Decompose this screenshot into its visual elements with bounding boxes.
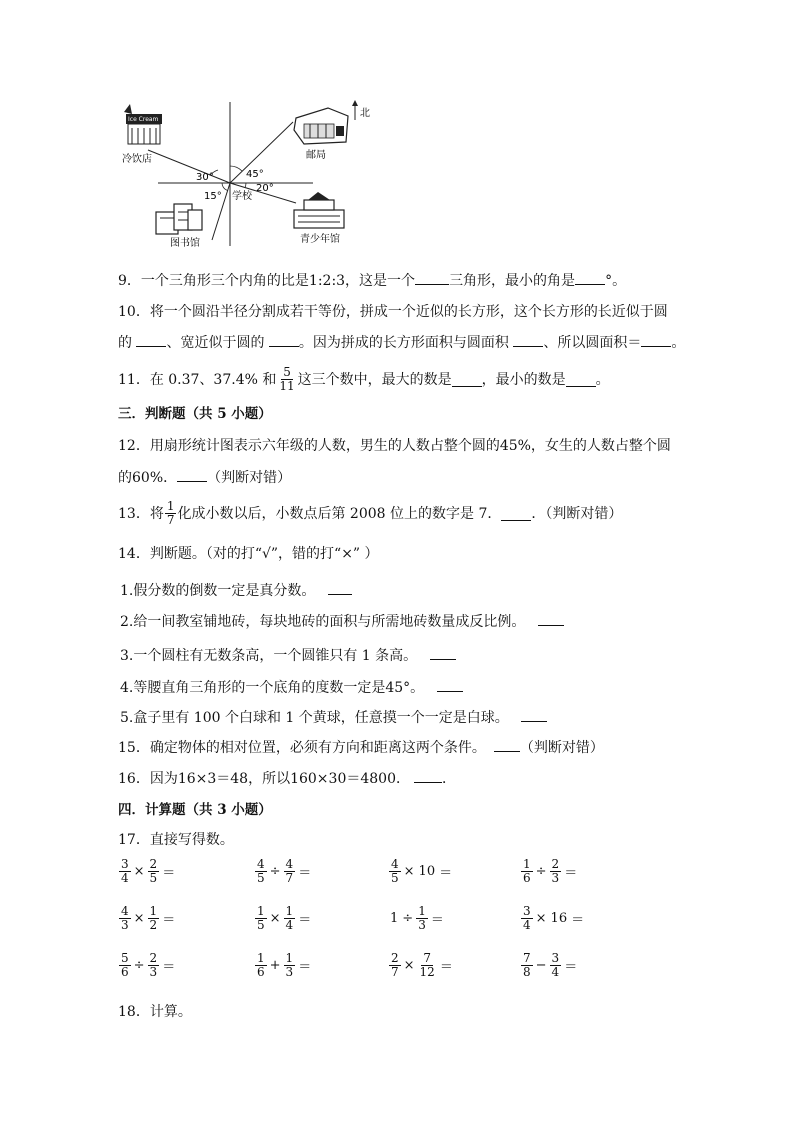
q13-fraction-denominator: 7 xyxy=(166,513,175,527)
q17-left-fraction-denominator: 6 xyxy=(257,965,265,979)
q17-equals-sign: ＝ xyxy=(298,866,312,881)
q17-expression-1-1 xyxy=(118,858,177,885)
post-office-icon xyxy=(294,108,348,144)
q17-right-fraction xyxy=(418,952,437,979)
q11-fraction xyxy=(277,366,296,393)
question-16 xyxy=(118,768,456,789)
q9-blank-2[interactable] xyxy=(575,270,605,285)
q17-right-fraction-numerator: 2 xyxy=(551,857,560,871)
q17-expression-3-1 xyxy=(118,952,177,979)
q17-equals-sign: ＝ xyxy=(430,913,444,928)
q17-right-number: 16 xyxy=(550,911,568,926)
q14-item-2-blank[interactable] xyxy=(538,611,564,626)
q17-right-fraction-denominator: 3 xyxy=(149,965,158,979)
q10-text-c: 。因为拼成的长方形面积与圆面积 xyxy=(298,335,514,351)
q17-expression-3-2 xyxy=(254,952,313,979)
youth-center-label: 青少年馆 xyxy=(300,234,340,245)
q15-blank[interactable] xyxy=(494,737,520,752)
q14-item-4 xyxy=(120,677,463,698)
q17-right-fraction xyxy=(284,952,296,979)
question-14-title: 14．判断题。（对的打“√”，错的打“×” ） xyxy=(118,546,379,562)
q17-left-fraction-denominator: 4 xyxy=(121,871,129,885)
q17-operator: ÷ xyxy=(402,911,414,926)
q17-operator: × xyxy=(269,911,281,926)
q14-item-1-text: 1.假分数的倒数一定是真分数。 xyxy=(120,583,316,599)
section-3-heading: 三．判断题（共 5 小题） xyxy=(118,406,272,422)
q17-right-fraction-numerator: 1 xyxy=(149,904,158,918)
q17-equals-sign: ＝ xyxy=(162,866,176,881)
q17-right-fraction-denominator: 3 xyxy=(285,965,294,979)
q17-left-fraction-numerator: 7 xyxy=(523,951,531,965)
question-10-line-1: 10．将一个圆沿半径分割成若干等份，拼成一个近似的长方形，这个长方形的长近似于圆 xyxy=(118,304,668,320)
question-12-line-2 xyxy=(118,467,291,488)
q17-left-fraction xyxy=(521,858,533,885)
youth-center-icon xyxy=(294,192,344,228)
q17-right-fraction xyxy=(284,858,296,885)
q17-left-fraction-denominator: 5 xyxy=(257,918,265,932)
q17-left-fraction xyxy=(389,858,401,885)
q17-equals-sign: ＝ xyxy=(571,913,585,928)
direction-diagram xyxy=(118,100,378,250)
q13-text-end: ．（判断对错） xyxy=(531,505,623,522)
q9-blank-1[interactable] xyxy=(415,270,449,285)
q17-right-fraction-numerator: 2 xyxy=(149,857,158,871)
q11-fraction-numerator: 5 xyxy=(283,365,291,379)
q13-text-post: 化成小数以后，小数点后第 2008 位上的数字是 7． xyxy=(177,505,502,522)
q17-right-number: 10 xyxy=(418,864,436,879)
q9-text-2: 三角形，最小的角是 xyxy=(449,273,576,289)
q14-item-1-blank[interactable] xyxy=(328,580,352,595)
question-18-title: 18．计算。 xyxy=(118,1004,192,1020)
question-15 xyxy=(118,737,604,758)
q17-equals-sign: ＝ xyxy=(162,960,176,975)
q17-operator: × xyxy=(133,911,145,926)
question-10-line-2 xyxy=(118,332,685,353)
q17-equals-sign: ＝ xyxy=(564,866,578,881)
q17-expression-3-4 xyxy=(520,952,579,979)
q17-left-fraction-numerator: 1 xyxy=(257,951,265,965)
q17-right-fraction-denominator: 4 xyxy=(551,965,560,979)
q9-text-1: 9．一个三角形三个内角的比是1:2:3，这是一个 xyxy=(118,273,416,289)
q10-text-a: 的 xyxy=(118,335,137,351)
q17-right-fraction-numerator: 7 xyxy=(423,951,431,965)
q17-right-fraction-denominator: 12 xyxy=(419,965,435,979)
q17-right-fraction-denominator: 2 xyxy=(149,918,158,932)
q14-item-3-text: 3.一个圆柱有无数条高，一个圆锥只有 1 条高。 xyxy=(120,648,418,664)
q17-expression-1-2 xyxy=(254,858,313,885)
q10-blank-2[interactable] xyxy=(269,332,299,347)
north-label: 北 xyxy=(360,108,370,119)
q15-text-pre: 15．确定物体的相对位置，必须有方向和距离这两个条件。 xyxy=(118,740,486,756)
q17-left-fraction-denominator: 5 xyxy=(391,871,399,885)
q17-operator: × xyxy=(403,958,415,973)
q10-text-b: 、宽近似于圆的 xyxy=(166,335,269,351)
q17-expression-1-3 xyxy=(388,858,454,885)
question-13 xyxy=(118,500,622,527)
q13-fraction xyxy=(165,500,177,527)
cold-drink-shop-label: 冷饮店 xyxy=(122,154,152,165)
q10-blank-3[interactable] xyxy=(513,332,543,347)
q17-left-fraction xyxy=(255,952,267,979)
q13-fraction-numerator: 1 xyxy=(166,499,175,513)
library-icon xyxy=(156,204,202,234)
q17-right-fraction xyxy=(148,905,160,932)
q17-left-fraction-numerator: 3 xyxy=(523,904,531,918)
q14-item-5 xyxy=(120,707,547,728)
q17-expression-1-4 xyxy=(520,858,579,885)
q16-text-pre: 16．因为16×3＝48，所以160×30＝4800． xyxy=(118,771,410,787)
q17-right-fraction-numerator: 4 xyxy=(285,857,294,871)
q11-text-end: 。 xyxy=(595,371,610,388)
q17-right-fraction-denominator: 5 xyxy=(149,871,158,885)
q17-left-fraction-numerator: 1 xyxy=(257,904,265,918)
q17-left-fraction-numerator: 1 xyxy=(523,857,531,871)
q17-right-fraction xyxy=(148,858,160,885)
q14-item-5-text: 5.盒子里有 100 个白球和 1 个黄球，任意摸一个一定是白球。 xyxy=(120,710,509,726)
q11-fraction-denominator: 11 xyxy=(279,379,295,393)
q17-left-fraction xyxy=(521,905,533,932)
q17-right-fraction-denominator: 7 xyxy=(285,871,294,885)
q10-text-d: 、所以圆面积＝ xyxy=(543,335,642,351)
q17-left-fraction xyxy=(255,905,267,932)
q17-expression-2-2 xyxy=(254,905,313,932)
ice-cream-sign-text: Ice Cream xyxy=(128,116,159,123)
q17-operator: ÷ xyxy=(535,864,547,879)
q17-equals-sign: ＝ xyxy=(439,960,453,975)
question-12-line-1: 12．用扇形统计图表示六年级的人数，男生的人数占整个圆的45%，女生的人数占整个圆 xyxy=(118,438,671,454)
q17-left-fraction-denominator: 6 xyxy=(523,871,531,885)
q14-item-5-blank[interactable] xyxy=(521,707,547,722)
q16-blank[interactable] xyxy=(414,768,442,783)
q17-right-fraction-numerator: 2 xyxy=(149,951,158,965)
q11-text-pre: 11．在 0.37、37.4% 和 xyxy=(118,371,277,388)
q11-blank-2[interactable] xyxy=(566,372,596,387)
q17-operator: − xyxy=(535,958,547,973)
q17-left-fraction-denominator: 3 xyxy=(121,918,129,932)
q17-left-fraction xyxy=(255,858,267,885)
direction-diagram-svg xyxy=(118,100,378,250)
q17-operator: × xyxy=(403,864,415,879)
q17-right-fraction-denominator: 3 xyxy=(418,918,426,932)
q15-text-end: （判断对错） xyxy=(519,740,604,756)
post-office-label: 邮局 xyxy=(306,150,326,161)
school-label: 学校 xyxy=(232,191,252,202)
q9-text-3: °。 xyxy=(605,273,627,289)
q17-left-fraction-numerator: 5 xyxy=(121,951,129,965)
q17-operator: ÷ xyxy=(269,864,281,879)
q17-expression-3-3 xyxy=(388,952,455,979)
q10-blank-4[interactable] xyxy=(641,332,671,347)
q17-equals-sign: ＝ xyxy=(298,913,312,928)
q17-right-fraction xyxy=(550,858,562,885)
q17-right-fraction-numerator: 3 xyxy=(551,951,560,965)
q17-left-fraction-numerator: 4 xyxy=(391,857,399,871)
q17-right-fraction-numerator: 1 xyxy=(418,904,426,918)
q17-left-number: 1 xyxy=(390,911,399,926)
q17-right-fraction-denominator: 3 xyxy=(551,871,560,885)
q17-left-fraction xyxy=(521,952,533,979)
question-17-title: 17．直接写得数。 xyxy=(118,832,234,848)
q16-text-end: ． xyxy=(441,771,456,787)
question-9 xyxy=(118,270,626,291)
q17-left-fraction xyxy=(389,952,401,979)
q17-right-fraction xyxy=(148,952,160,979)
angle-15-label: 15° xyxy=(204,191,222,202)
q17-equals-sign: ＝ xyxy=(439,866,453,881)
q17-right-fraction xyxy=(550,952,562,979)
q17-left-fraction-denominator: 5 xyxy=(257,871,265,885)
section-4-heading: 四．计算题（共 3 小题） xyxy=(118,802,272,818)
angle-20-label: 20° xyxy=(256,183,274,194)
angle-30-label: 30° xyxy=(196,172,214,183)
q10-blank-1[interactable] xyxy=(136,332,166,347)
q17-equals-sign: ＝ xyxy=(298,960,312,975)
q17-equals-sign: ＝ xyxy=(162,913,176,928)
q14-item-4-blank[interactable] xyxy=(437,677,463,692)
q14-item-4-text: 4.等腰直角三角形的一个底角的度数一定是45°。 xyxy=(120,680,425,696)
q17-operator: × xyxy=(535,911,547,926)
q11-blank-1[interactable] xyxy=(452,372,482,387)
q17-operator: ÷ xyxy=(133,958,145,973)
q13-text-pre: 13．将 xyxy=(118,505,164,522)
q14-item-3-blank[interactable] xyxy=(430,645,456,660)
q17-right-fraction-numerator: 1 xyxy=(285,951,294,965)
q12-text-a: 的60%． xyxy=(118,470,178,486)
q17-right-fraction-numerator: 1 xyxy=(285,904,294,918)
q17-left-fraction xyxy=(119,905,131,932)
q17-left-fraction-numerator: 3 xyxy=(121,857,129,871)
q10-text-e: 。 xyxy=(671,335,686,351)
q17-left-fraction-numerator: 2 xyxy=(391,951,399,965)
q17-left-fraction xyxy=(119,952,131,979)
q11-text-mid: 这三个数中，最大的数是 xyxy=(297,371,452,388)
q13-blank[interactable] xyxy=(501,506,531,521)
q17-right-fraction-denominator: 4 xyxy=(285,918,294,932)
cold-drink-shop-icon xyxy=(124,104,162,144)
q17-expression-2-4 xyxy=(520,905,586,932)
q14-item-1 xyxy=(120,580,352,601)
q17-operator: + xyxy=(269,958,281,973)
q17-left-fraction xyxy=(119,858,131,885)
q17-expression-2-1 xyxy=(118,905,177,932)
q12-blank[interactable] xyxy=(177,467,207,482)
q17-expression-2-3 xyxy=(388,905,446,932)
q17-left-fraction-denominator: 6 xyxy=(121,965,129,979)
q17-left-fraction-numerator: 4 xyxy=(121,904,129,918)
q17-operator: × xyxy=(133,864,145,879)
q17-left-fraction-numerator: 4 xyxy=(257,857,265,871)
q17-left-fraction-denominator: 8 xyxy=(523,965,531,979)
q17-equals-sign: ＝ xyxy=(564,960,578,975)
q12-text-b: （判断对错） xyxy=(207,470,292,486)
q17-left-fraction-denominator: 4 xyxy=(523,918,531,932)
q17-right-fraction xyxy=(416,905,428,932)
q14-item-2-text: 2.给一间教室铺地砖，每块地砖的面积与所需地砖数量成反比例。 xyxy=(120,614,526,630)
q14-item-3 xyxy=(120,645,456,666)
question-11 xyxy=(118,366,610,393)
q11-text-mid2: ，最小的数是 xyxy=(481,371,566,388)
q14-item-2 xyxy=(120,611,564,632)
q17-left-fraction-denominator: 7 xyxy=(391,965,399,979)
angle-45-label: 45° xyxy=(246,169,264,180)
q17-right-fraction xyxy=(284,905,296,932)
library-label: 图书馆 xyxy=(170,238,200,249)
